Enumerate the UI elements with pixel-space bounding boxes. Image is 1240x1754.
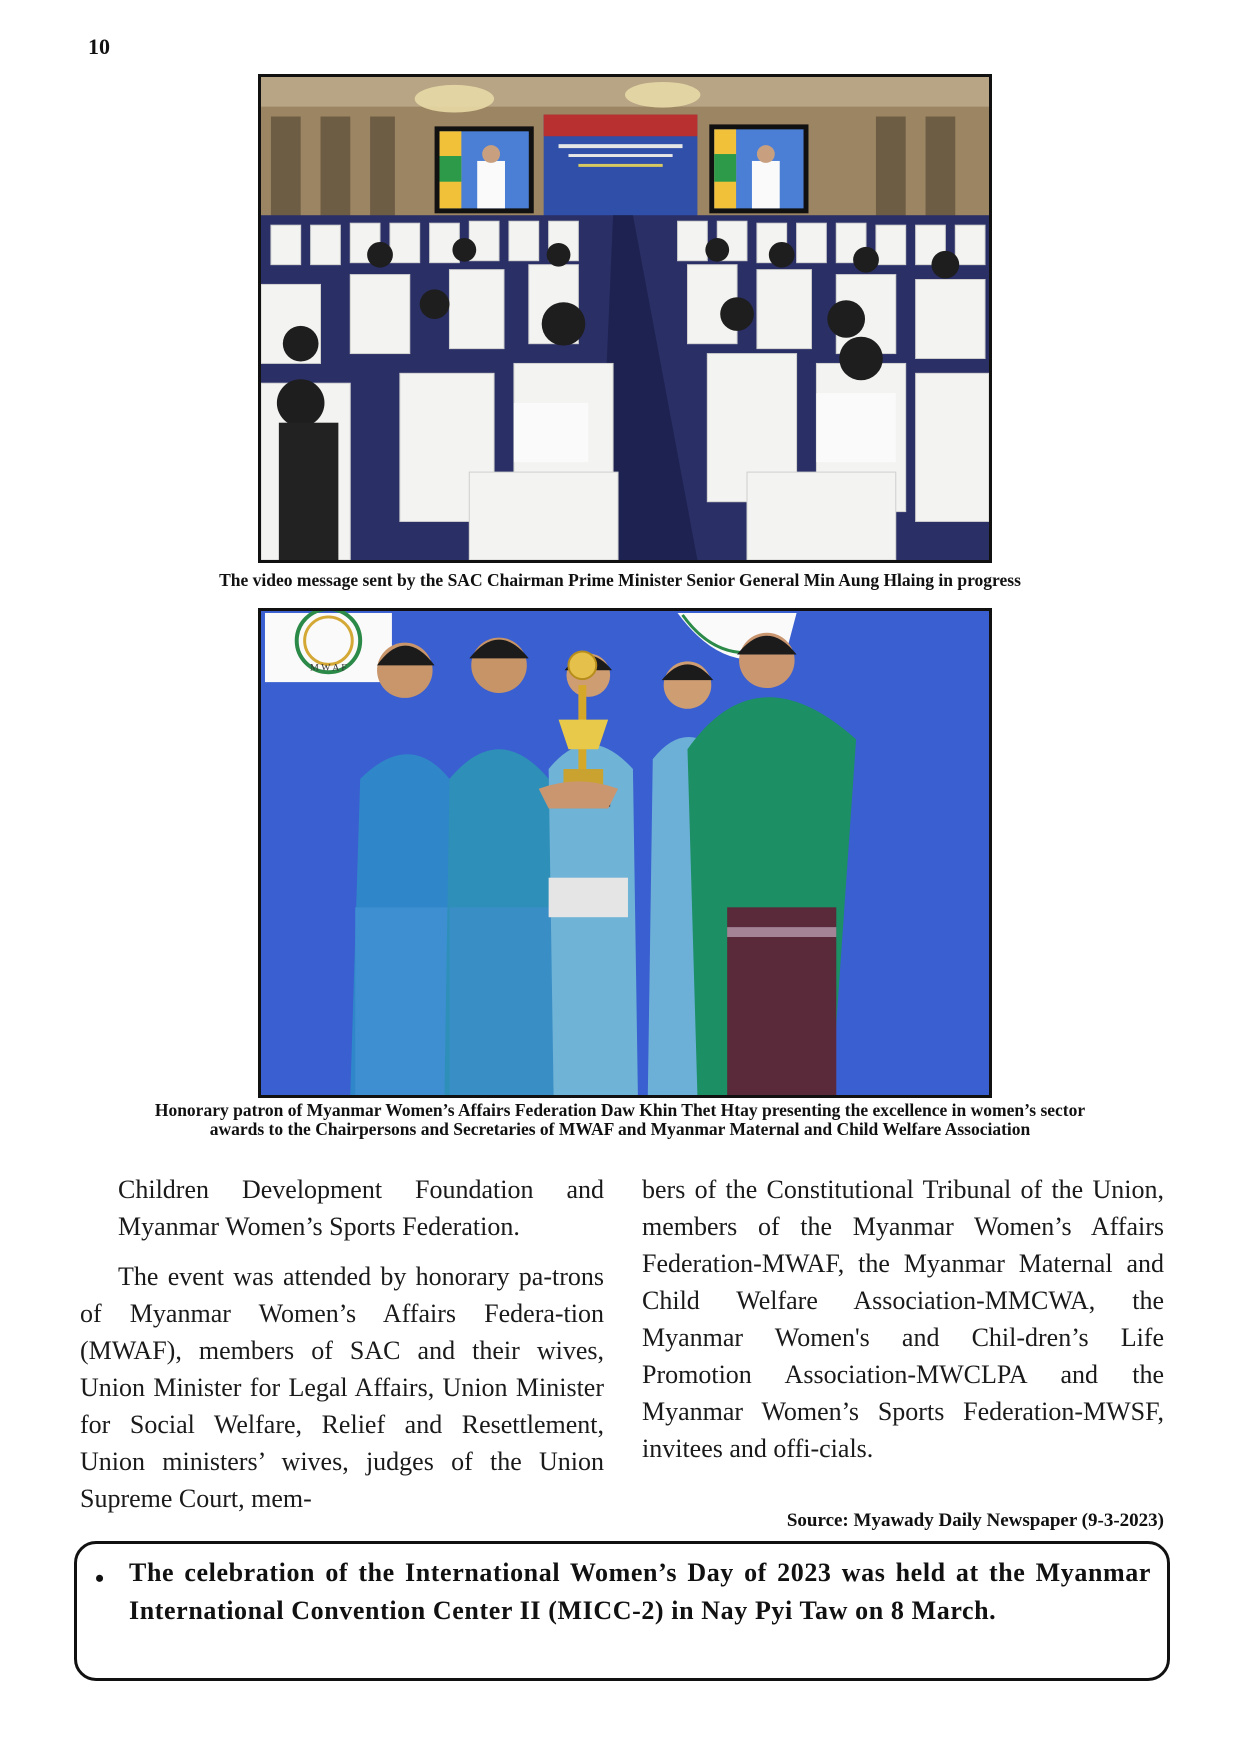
highlight-text: The celebration of the International Women’s Day of 2023 was held at the Myanmar International Convention Center II (MICC-2) in Nay Pyi Taw on 8 March.: [129, 1558, 1151, 1625]
article-left-column: [80, 1171, 604, 1517]
bullet-icon: •: [95, 1564, 105, 1593]
article-right-column: [642, 1171, 1164, 1467]
conference-hall-image: [261, 77, 989, 560]
photo-caption-1: The video message sent by the SAC Chairman Prime Minister Senior General Min Aung Hlaing in progress: [219, 570, 1021, 590]
article-paragraph: Children Development Foundation and Myanmar Women’s Sports Federation.: [118, 1175, 604, 1241]
article-paragraph: bers of the Constitutional Tribunal of the Union, members of the Myanmar Women’s Affairs Federation-MWAF, the Myanmar Maternal and Child Welfare Association-MMCWA, the Myanmar Women's and Chil-dren’s Life Promotion Association-MWCLPA and the Myanmar Women’s Sports Federation-MWSF, invitees and offi-cials.: [642, 1175, 1164, 1463]
highlight-box: [74, 1541, 1170, 1681]
photo-caption-2: Honorary patron of Myanmar Women’s Affairs Federation Daw Khin Thet Htay presenting the excellence in women’s sector awards to the Chairpersons and Secretaries of MWAF and Myanmar Maternal and Child Welfare Association: [154, 1100, 1086, 1139]
award-presentation-photo: [258, 608, 992, 1098]
mwaf-logo-text: M W A F: [310, 662, 347, 674]
award-presentation-image: [261, 611, 989, 1095]
article-paragraph: The event was attended by honorary pa-trons of Myanmar Women’s Affairs Federa-tion (MWAF), members of SAC and their wives, Union Minister for Legal Affairs, Union Minister for Social Welfare, Relief and Resettlement, Union ministers’ wives, judges of the Union Supreme Court, mem-: [80, 1262, 604, 1513]
conference-hall-photo: [258, 74, 992, 563]
source-citation: Source: Myawady Daily Newspaper (9-3-2023): [786, 1510, 1164, 1531]
page-number: 10: [88, 34, 110, 59]
